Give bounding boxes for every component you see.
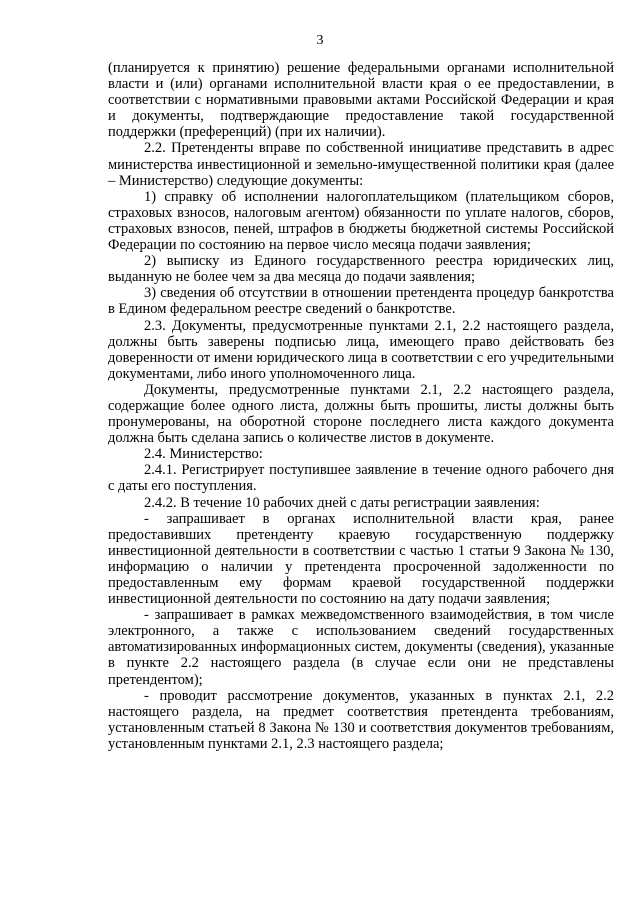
paragraph: 3) сведения об отсутствии в отношении претендента процедур банкротства в Едином федеральном реестре сведений о банкротстве. bbox=[108, 285, 614, 318]
document-body bbox=[108, 60, 614, 752]
paragraph: (планируется к принятию) решение федеральными органами исполнительной власти и (или) органами исполнительной власти края о ее предоставлении, в соответствии с нормативными правовыми актами Российской Федерации и края и документы, подтверждающие предоставление такой государственной поддержки (преференций) (при их наличии). bbox=[108, 60, 614, 141]
paragraph: 2.4. Министерство: bbox=[144, 446, 263, 463]
paragraph: - запрашивает в органах исполнительной власти края, ранее предоставивших претенденту краевую государственную поддержку инвестиционной деятельности в соответствии с частью 1 статьи 9 Закона № 130, информацию о наличии у претендента просроченной задолженности по предоставленным ему формам краевой государственной поддержки инвестиционной деятельности по состоянию на дату подачи заявления; bbox=[108, 510, 614, 608]
paragraph: 2.3. Документы, предусмотренные пунктами 2.1, 2.2 настоящего раздела, должны быть заверены подписью лица, имеющего право действовать без доверенности от имени юридического лица в соответствии с его учредительными документами, либо иного уполномоченного лица. bbox=[108, 317, 614, 382]
paragraph: 2) выписку из Единого государственного реестра юридических лиц, выданную не более чем за два месяца до подачи заявления; bbox=[108, 253, 614, 286]
paragraph: - запрашивает в рамках межведомственного взаимодействия, в том числе электронного, а также с использованием сведений государственных автоматизированных информационных систем, документы (сведения), указанные в пункте 2.2 настоящего раздела (в случае если они не представлены претендентом); bbox=[108, 607, 614, 688]
paragraph: 2.4.2. В течение 10 рабочих дней с даты регистрации заявления: bbox=[144, 494, 540, 511]
paragraph: 1) справку об исполнении налогоплательщиком (плательщиком сборов, страховых взносов, налоговым агентом) обязанности по уплате налогов, сборов, страховых взносов, пеней, штрафов в бюджеты бюджетной системы Российской Федерации по состоянию на первое число месяца подачи заявления; bbox=[108, 188, 614, 254]
paragraph: - проводит рассмотрение документов, указанных в пунктах 2.1, 2.2 настоящего раздела, на предмет соответствия претендента требованиям, установленным статьей 8 Закона № 130 и соответствия документов требованиям, установленным пунктами 2.1, 2.3 настоящего раздела; bbox=[108, 687, 614, 752]
paragraph: Документы, предусмотренные пунктами 2.1, 2.2 настоящего раздела, содержащие более одного листа, должны быть прошиты, листы должны быть пронумерованы, на оборотной стороне последнего листа каждого документа должна быть сделана запись о количестве листов в документе. bbox=[108, 381, 614, 447]
paragraph: 2.4.1. Регистрирует поступившее заявление в течение одного рабочего дня с даты его поступления. bbox=[108, 462, 614, 495]
page-number: 3 bbox=[316, 33, 324, 48]
paragraph: 2.2. Претенденты вправе по собственной инициативе представить в адрес министерства инвестиционной и земельно-имущественной политики края (далее – Министерство) следующие документы: bbox=[108, 140, 614, 189]
